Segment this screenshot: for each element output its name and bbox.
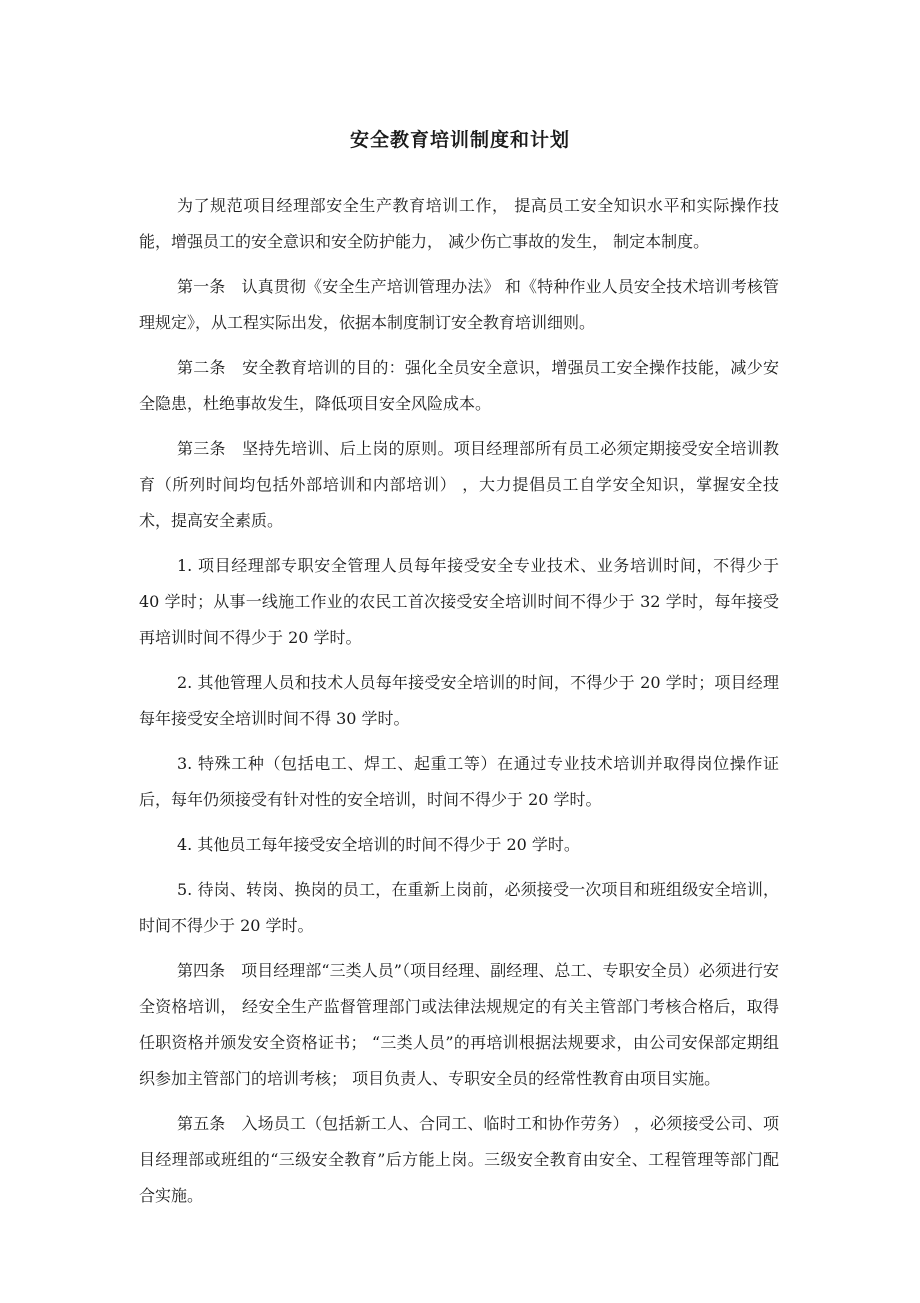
document-body — [139, 188, 779, 1214]
list-item-1: 1. 项目经理部专职安全管理人员每年接受安全专业技术、业务培训时间，不得少于 40 学时；从事一线施工作业的农民工首次接受安全培训时间不得少于 32 学时，每年接受再培训时间不得少于 20 学时。 — [139, 556, 779, 647]
article-2-paragraph: 第二条 安全教育培训的目的：强化全员安全意识，增强员工安全操作技能，减少安全隐患，杜绝事故发生，降低项目安全风险成本。 — [139, 358, 779, 413]
article-4-paragraph: 第四条 项目经理部“三类人员”（项目经理、副经理、总工、专职安全员）必须进行安全资格培训， 经安全生产监督管理部门或法律法规规定的有关主管部门考核合格后，取得任职资格并颁发安全资格证书； “三类人员”的再培训根据法规要求，由公司安保部定期组织参加主管部门的培训考核； 项目负责人、专职安全员的经常性教育由项目实施。 — [139, 961, 779, 1088]
list-item-2: 2. 其他管理人员和技术人员每年接受安全培训的时间，不得少于 20 学时；项目经理每年接受安全培训时间不得 30 学时。 — [139, 673, 779, 728]
article-1-paragraph: 第一条 认真贯彻《安全生产培训管理办法》 和《特种作业人员安全技术培训考核管理规定》，从工程实际出发，依据本制度制订安全教育培训细则。 — [139, 277, 779, 332]
list-item-4: 4. 其他员工每年接受安全培训的时间不得少于 20 学时。 — [177, 835, 580, 854]
list-item-5: 5. 待岗、转岗、换岗的员工，在重新上岗前，必须接受一次项目和班组级安全培训，时间不得少于 20 学时。 — [139, 880, 779, 935]
list-item-3: 3. 特殊工种（包括电工、焊工、起重工等）在通过专业技术培训并取得岗位操作证后，每年仍须接受有针对性的安全培训，时间不得少于 20 学时。 — [139, 754, 779, 809]
document-title: 安全教育培训制度和计划 — [349, 129, 570, 151]
intro-paragraph: 为了规范项目经理部安全生产教育培训工作， 提高员工安全知识水平和实际操作技能，增强员工的安全意识和安全防护能力， 减少伤亡事故的发生， 制定本制度。 — [139, 196, 779, 251]
article-5-paragraph: 第五条 入场员工（包括新工人、合同工、临时工和协作劳务） ，必须接受公司、项目经理部或班组的“三级安全教育”后方能上岗。三级安全教育由安全、工程管理等部门配合实施。 — [139, 1114, 779, 1205]
article-3-paragraph: 第三条 坚持先培训、后上岗的原则。项目经理部所有员工必须定期接受安全培训教育（所列时间均包括外部培训和内部培训） ，大力提倡员工自学安全知识，掌握安全技术，提高安全素质。 — [139, 439, 779, 530]
